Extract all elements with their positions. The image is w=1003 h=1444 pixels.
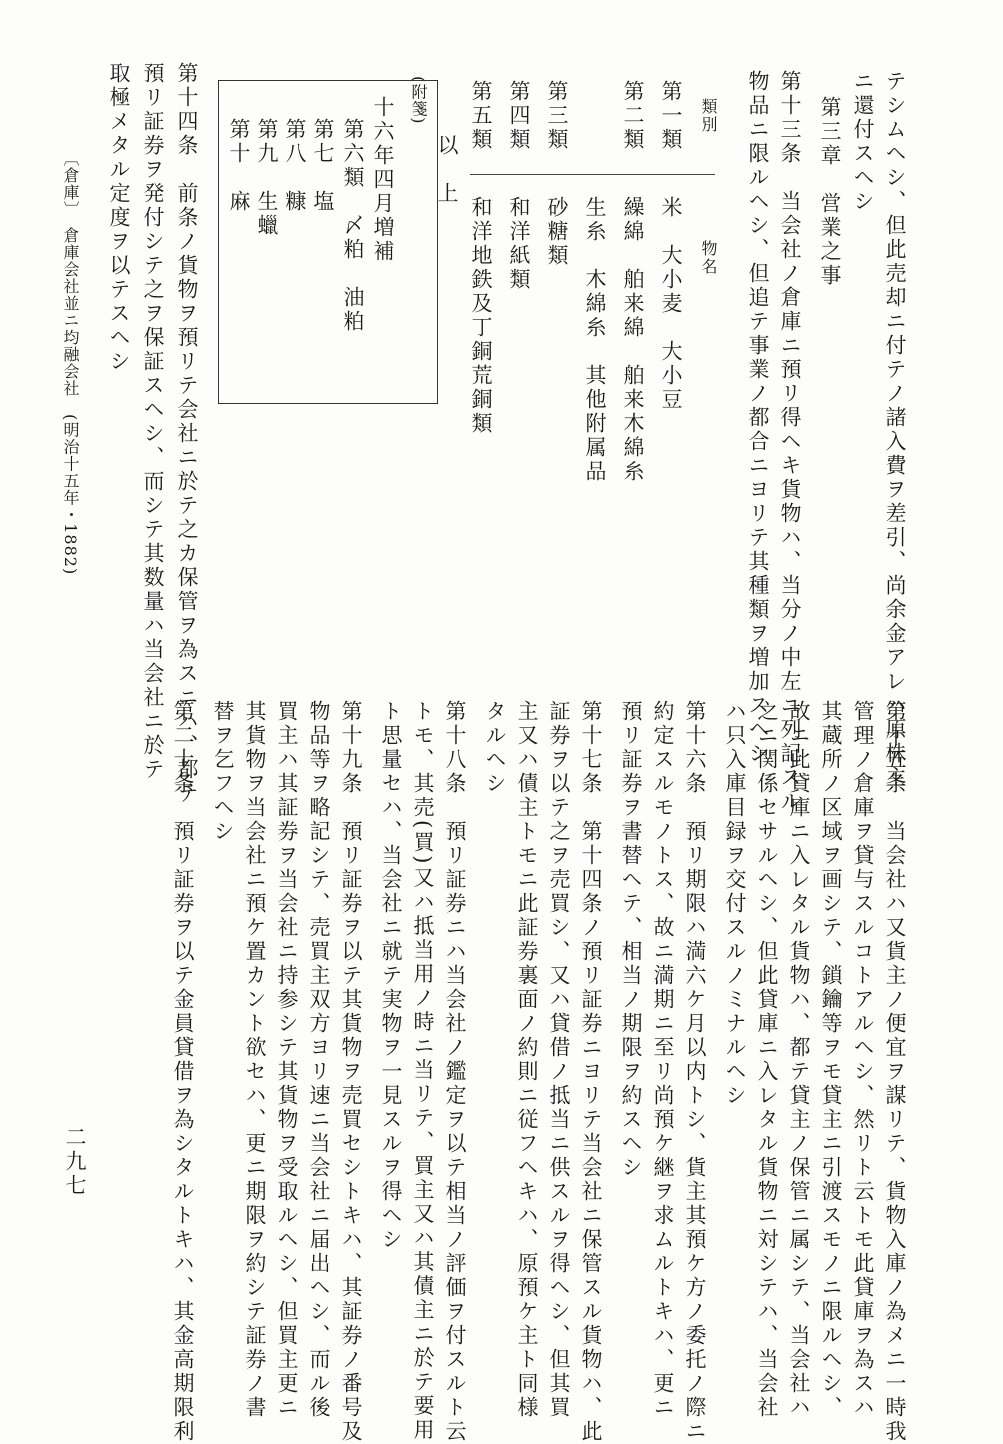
text-line: タルヘシ bbox=[483, 700, 507, 796]
text-line: 其蔵所ノ区域ヲ画シテ、鎖鑰等ヲモ貸主ニ引渡スモノニ限ルヘシ、 bbox=[819, 700, 843, 1420]
article-14-line: 第十四条 前条ノ貨物ヲ預リテ会社ニ於テ之カ保管ヲ為スニハ、都テ bbox=[175, 62, 199, 806]
note-line: 第九 生蠟 bbox=[255, 118, 279, 238]
class-kind: 第一類 bbox=[659, 80, 683, 152]
class-items: 和洋地鉄及丁銅荒銅類 bbox=[469, 196, 493, 436]
text-line: 物品等ヲ略記シテ、売買主双方ヨリ速ニ当会社ニ届出ヘシ、而ル後 bbox=[307, 700, 331, 1420]
chapter-heading: 第三章 営業之事 bbox=[818, 96, 842, 288]
text-line: 主又ハ債主トモニ此証券裏面ノ約則ニ従フヘキハ、原預ケ主ト同様 bbox=[515, 700, 539, 1420]
text-line: 第十五条 当会社ハ又貨主ノ便宜ヲ謀リテ、貨物入庫ノ為メニ一時我 bbox=[883, 700, 907, 1444]
note-line: 第六類 〆粕 油粕 bbox=[341, 118, 365, 334]
article-14-line: 取極メタル定度ヲ以テスヘシ bbox=[107, 62, 131, 374]
class-kind: 第三類 bbox=[545, 80, 569, 152]
class-items: 生糸 木綿糸 其他附属品 bbox=[583, 196, 607, 484]
text-line: 証券ヲ以テ之ヲ売買シ、又ハ貸借ノ抵当ニ供スルヲ得ヘシ、但其買 bbox=[547, 700, 571, 1420]
end-mark: 以 上 bbox=[435, 134, 459, 206]
class-kind: 第二類 bbox=[621, 80, 645, 152]
article-14-line: 預リ証券ヲ発付シテ之ヲ保証スヘシ、而シテ其数量ハ当会社ニ於テ bbox=[141, 62, 165, 782]
page-number: 二九七 bbox=[63, 1126, 87, 1198]
article-13-line: 物品ニ限ルヘシ、但追テ事業ノ都合ニヨリテ其種類ヲ増加スヘシ bbox=[746, 70, 770, 766]
class-items: 和洋紙類 bbox=[507, 196, 531, 292]
note-label: (附箋) bbox=[409, 76, 428, 125]
text-line: ト思量セハ、当会社ニ就テ実物ヲ一見スルヲ得ヘシ bbox=[379, 700, 403, 1252]
text-line: 替ヲ乞フヘシ bbox=[211, 700, 235, 844]
text-line: 其貨物ヲ当会社ニ預ケ置カント欲セハ、更ニ期限ヲ約シテ証券ノ書 bbox=[243, 700, 267, 1420]
text-line: ハ只入庫目録ヲ交付スルノミナルヘシ bbox=[723, 700, 747, 1108]
table-header-kind: 類別 bbox=[699, 98, 718, 134]
text-line: ニ還付スヘシ bbox=[851, 70, 875, 214]
text-line: 第二十条 預リ証券ヲ以テ金員貸借ヲ為シタルトキハ、其金高期限利 bbox=[171, 700, 195, 1444]
note-line: 第七 塩 bbox=[311, 118, 335, 214]
text-line: 預リ証券ヲ書替ヘテ、相当ノ期限ヲ約スヘシ bbox=[619, 700, 643, 1180]
running-header: 〔倉庫〕 倉庫会社並ニ均融会社 (明治十五年・1882) bbox=[61, 150, 80, 576]
class-items: 米 大小麦 大小豆 bbox=[659, 196, 683, 412]
table-rule bbox=[470, 174, 715, 175]
text-line: トモ、其売(買)又ハ抵当用ノ時ニ当リテ、買主又ハ其債主ニ於テ要用 bbox=[411, 700, 435, 1443]
class-kind: 第四類 bbox=[507, 80, 531, 152]
note-line: 第八 糠 bbox=[283, 118, 307, 214]
text-line: 約定スルモノトス、故ニ満期ニ至リ尚預ケ継ヲ求ムルトキハ、更ニ bbox=[651, 700, 675, 1420]
note-line: 十六年四月増補 bbox=[371, 96, 395, 264]
text-line: 故ニ此貸庫ニ入レタル貨物ハ、都テ貸主ノ保管ニ属シテ、当会社ハ bbox=[787, 700, 811, 1420]
text-line: 第十七条 第十四条ノ預リ証券ニヨリテ当会社ニ保管スル貨物ハ、此 bbox=[579, 700, 603, 1444]
text-line: 第十九条 預リ証券ヲ以テ其貨物ヲ売買セシトキハ、其証券ノ番号及 bbox=[339, 700, 363, 1444]
table-header-items: 物名 bbox=[699, 240, 718, 276]
text-line: 管理ノ倉庫ヲ貸与スルコトアルヘシ、然リト云トモ此貸庫ヲ為スハ bbox=[851, 700, 875, 1420]
article-13-line: 第十三条 当会社ノ倉庫ニ預リ得ヘキ貨物ハ、当分ノ中左ニ列記スル bbox=[778, 70, 802, 814]
class-items: 砂糖類 bbox=[545, 196, 569, 268]
text-line: 第十六条 預リ期限ハ満六ケ月以内トシ、貨主其預ケ方ノ委托ノ際ニ bbox=[683, 700, 707, 1444]
text-line: 之ニ関係セサルヘシ、但此貸庫ニ入レタル貨物ニ対シテハ、当会社 bbox=[755, 700, 779, 1420]
text-line: 買主ハ其証券ヲ当会社ニ持参シテ其貨物ヲ受取ルヘシ、但買主更ニ bbox=[275, 700, 299, 1420]
note-line: 第十 麻 bbox=[227, 118, 251, 214]
text-line: テシムヘシ、但此売却ニ付テノ諸入費ヲ差引、尚余金アレハ原株主 bbox=[883, 70, 907, 790]
class-kind: 第五類 bbox=[469, 80, 493, 152]
text-line: 第十八条 預リ証券ニハ当会社ノ鑑定ヲ以テ相当ノ評価ヲ付スルト云 bbox=[443, 700, 467, 1444]
class-items: 繰綿 舶来綿 舶来木綿糸 bbox=[621, 196, 645, 484]
